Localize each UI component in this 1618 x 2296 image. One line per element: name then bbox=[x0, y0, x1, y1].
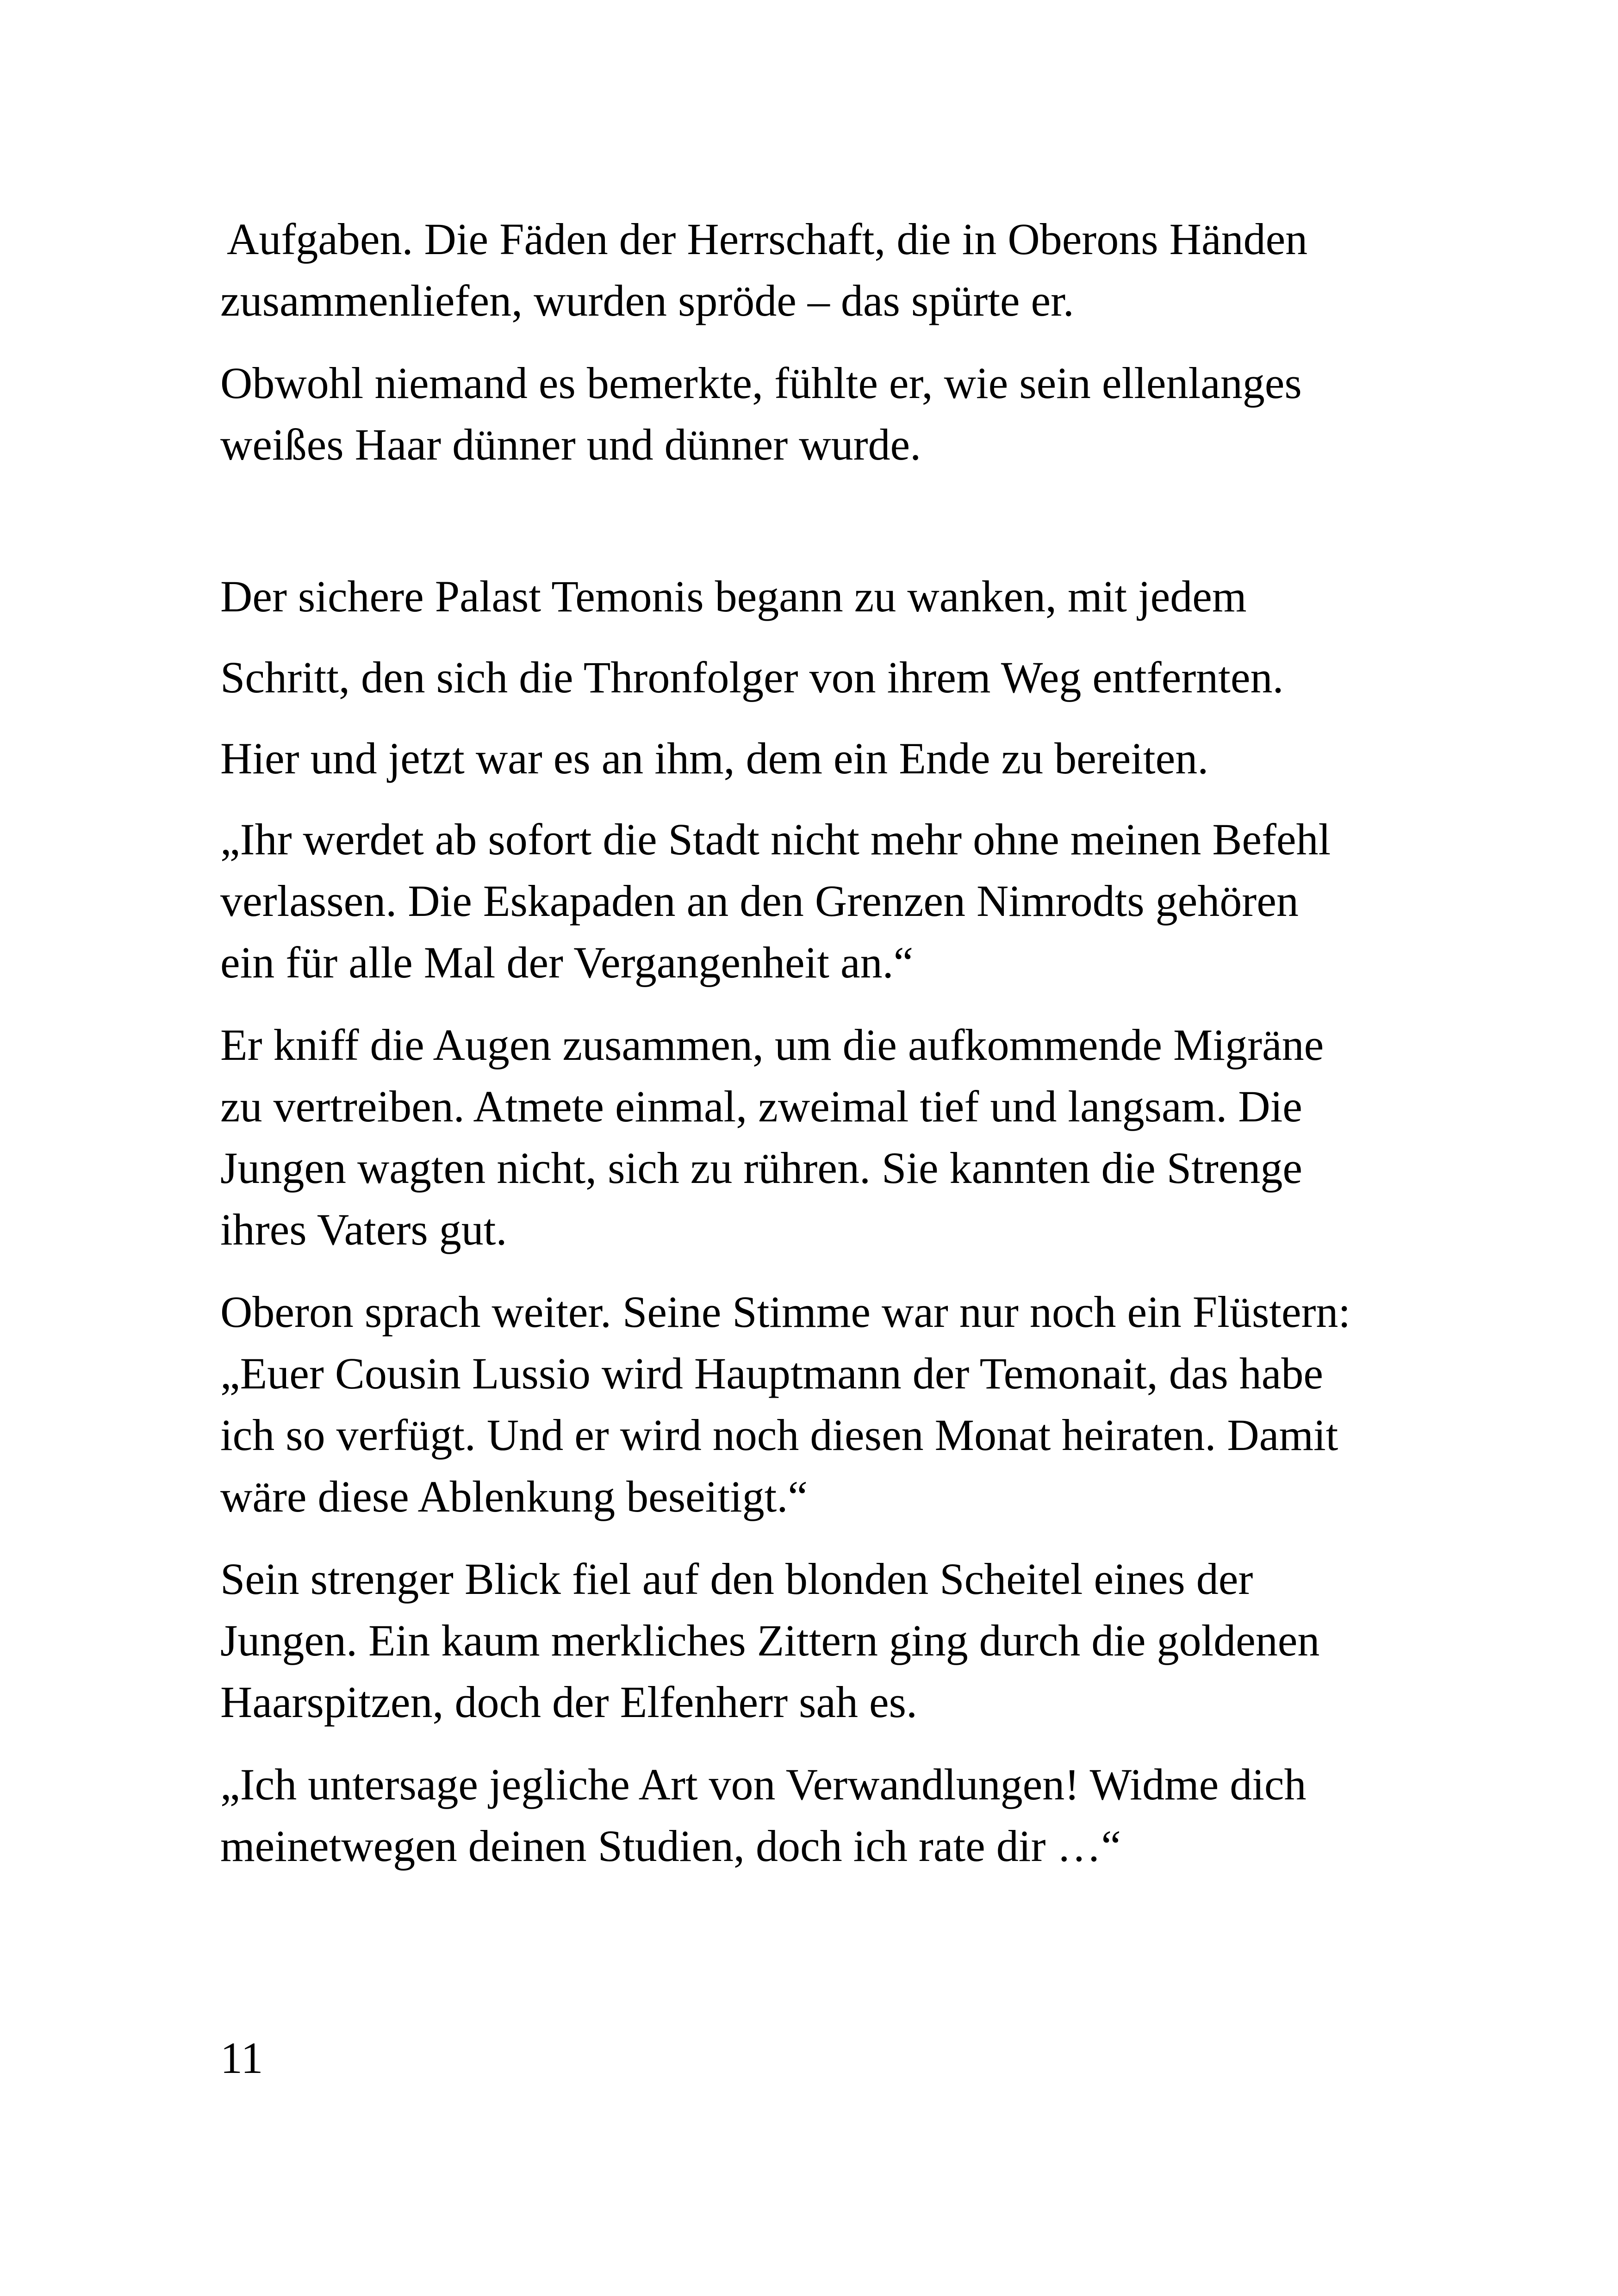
paragraph: Oberon sprach weiter. Seine Stimme war nur noch ein Flüstern: „Euer Cousin Lussio wird Hauptmann der Temonait, das habe ich so verfügt. Und er wird noch diesen Monat heiraten. Damit wäre diese Ablenkung beseitigt.“ bbox=[220, 1287, 1351, 1521]
paragraph: Der sichere Palast Temonis begann zu wanken, mit jedem bbox=[220, 572, 1247, 621]
paragraph: Schritt, den sich die Thronfolger von ihrem Weg entfernten. bbox=[220, 653, 1284, 702]
paragraph: „Ich untersage jegliche Art von Verwandlungen! Widme dich meinetwegen deinen Studien, doch ich rate dir …“ bbox=[220, 1760, 1307, 1871]
section-break bbox=[220, 496, 1433, 566]
paragraph: Aufgaben. Die Fäden der Herrschaft, die in Oberons Händen zusammenliefen, wurden spröde – das spürte er. bbox=[220, 214, 1308, 325]
paragraph: Sein strenger Blick fiel auf den blonden Scheitel eines der Jungen. Ein kaum merkliches Zittern ging durch die goldenen Haarspitzen, doch der Elfenherr sah es. bbox=[220, 1554, 1320, 1727]
paragraph: Obwohl niemand es bemerkte, fühlte er, wie sein ellenlanges weißes Haar dünner und dünner wurde. bbox=[220, 358, 1302, 469]
body-text bbox=[220, 208, 1433, 1898]
paragraph: Hier und jetzt war es an ihm, dem ein Ende zu bereiten. bbox=[220, 734, 1209, 783]
paragraph: Er kniff die Augen zusammen, um die aufkommende Migräne zu vertreiben. Atmete einmal, zweimal tief und langsam. Die Jungen wagten nicht, sich zu rühren. Sie kannten die Strenge ihres Vaters gut. bbox=[220, 1020, 1324, 1254]
page-number: 11 bbox=[220, 2033, 263, 2083]
paragraph: „Ihr werdet ab sofort die Stadt nicht mehr ohne meinen Befehl verlassen. Die Eskapaden an den Grenzen Nimrodts gehören ein für alle Mal der Vergangenheit an.“ bbox=[220, 815, 1331, 987]
